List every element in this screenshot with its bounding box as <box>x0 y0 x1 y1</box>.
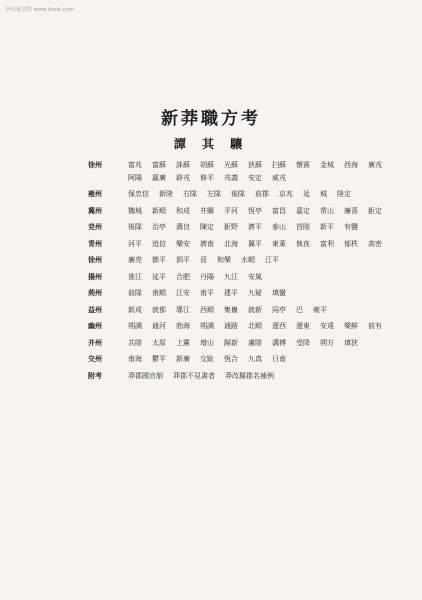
commandery-name: 魏城 <box>128 206 142 215</box>
province-entry <box>88 205 398 218</box>
commandery-list <box>128 159 398 184</box>
commandery-name: 勃海 <box>176 322 190 330</box>
commandery-name: 陸定 <box>337 190 351 198</box>
commandery-name: 巴 <box>296 305 303 314</box>
commandery-name: 和成 <box>176 206 190 215</box>
commandery-name: 保忠信 <box>128 190 149 198</box>
commandery-name: 通河 <box>152 322 166 330</box>
commandery-name: 鉅定 <box>368 206 382 215</box>
commandery-name: 朔調 <box>200 322 214 330</box>
commandery-name: 安遠 <box>320 322 334 330</box>
commandery-name: 濟平 <box>248 223 262 231</box>
province-label: 兗州 <box>88 222 102 231</box>
commandery-name: 北海 <box>224 239 238 248</box>
commandery-name: 樂鮮 <box>344 322 358 330</box>
commandery-name: 廣亮 <box>128 256 142 264</box>
province-entry <box>88 271 398 284</box>
commandery-name: 同亭 <box>272 305 286 314</box>
commandery-name: 增山 <box>200 338 214 347</box>
province-label: 冀州 <box>88 205 102 215</box>
commandery-name: 常山 <box>320 206 334 215</box>
commandery-name: 太原 <box>152 338 166 347</box>
commandery-name: 安定 <box>248 173 262 182</box>
commandery-name: 遼東 <box>296 322 310 330</box>
province-label: 交州 <box>88 354 102 363</box>
commandery-name: 共陰 <box>128 338 142 347</box>
commandery-list <box>128 188 398 201</box>
commandery-name: 填狄 <box>344 338 358 347</box>
commandery-list <box>128 221 398 234</box>
commandery-list <box>128 287 398 300</box>
commandery-name: 溝搏 <box>272 338 286 347</box>
commandery-name: 平河 <box>224 206 238 215</box>
commandery-name: 恆亭 <box>248 206 262 215</box>
commandery-name: 扫蘇 <box>272 161 286 169</box>
commandery-name: 新平 <box>320 223 334 231</box>
commandery-name: 廣戎 <box>368 161 382 169</box>
commandery-name: 朔調 <box>128 322 142 330</box>
commandery-name: 江安 <box>176 289 190 297</box>
commandery-name: 金城 <box>320 161 334 169</box>
commandery-name: 左隊 <box>207 190 221 198</box>
commandery-name: 修平 <box>200 173 214 182</box>
province-entry <box>88 287 398 300</box>
commandery-name: 右隊 <box>183 190 197 198</box>
province-entry <box>88 337 398 350</box>
province-label: 雍州 <box>88 189 102 198</box>
commandery-name: 濟南 <box>200 239 214 248</box>
province-entry <box>88 353 398 366</box>
commandery-name: 節平 <box>152 256 166 264</box>
commandery-name: 西順 <box>200 305 214 314</box>
province-entry <box>88 221 398 234</box>
province-label: 徐州 <box>88 255 102 264</box>
commandery-name: 執夜 <box>296 239 310 248</box>
commandery-name: 治亭 <box>152 223 166 231</box>
commandery-name: 壽良 <box>176 223 190 231</box>
commandery-name: 鬱平 <box>152 355 166 363</box>
commandery-name: 莽改縣郡名補例 <box>225 371 274 380</box>
commandery-name: 新順 <box>152 206 166 215</box>
commandery-name: 雍平 <box>313 305 327 314</box>
commandery-name: 追信 <box>152 239 166 248</box>
commandery-name: 莽郡不見書者 <box>173 371 215 380</box>
commandery-name: 受降 <box>296 338 310 347</box>
commandery-name: 丹陽 <box>200 272 214 281</box>
commandery-name: 遼西 <box>272 322 286 330</box>
commandery-name: 導江 <box>176 305 190 314</box>
commandery-name: 南順 <box>152 289 166 297</box>
commandery-name: 光蘇 <box>224 161 238 169</box>
commandery-list <box>128 238 398 251</box>
province-list <box>88 159 398 386</box>
commandery-name: 有鹽 <box>344 223 358 231</box>
commandery-name: 北順 <box>248 322 262 330</box>
commandery-name: 延 <box>303 190 310 198</box>
province-entry <box>88 254 398 267</box>
province-label: 附考 <box>88 370 102 380</box>
commandery-name: 安風 <box>248 272 262 281</box>
commandery-name: 懷賓 <box>296 161 310 169</box>
commandery-name: 新陸 <box>159 190 173 198</box>
commandery-name: 京兆 <box>279 190 293 198</box>
commandery-name: 富蘇 <box>152 161 166 169</box>
commandery-name: 填蠻 <box>272 289 286 297</box>
commandery-name: 就都 <box>152 305 166 314</box>
commandery-name: 通路 <box>224 322 238 330</box>
commandery-name: 和樂 <box>217 256 231 264</box>
commandery-name: 淮江 <box>128 272 142 281</box>
province-entry <box>88 370 398 383</box>
commandery-name: 後隊 <box>231 190 245 198</box>
province-label: 徐州 <box>88 160 102 169</box>
commandery-name: 樂安 <box>176 239 190 248</box>
author-name: 譚 其 驤 <box>173 137 249 151</box>
commandery-name: 集巂 <box>224 305 238 314</box>
commandery-name: 前郡 <box>255 190 269 198</box>
province-label: 幽州 <box>88 321 102 330</box>
commandery-list <box>128 353 398 366</box>
commandery-name: 恆合 <box>224 355 238 363</box>
commandery-name: 泗平 <box>176 256 190 264</box>
commandery-name: 東萊 <box>272 239 286 248</box>
province-entry <box>88 304 398 317</box>
commandery-name: 河平 <box>128 239 142 248</box>
province-label: 揚州 <box>88 271 102 281</box>
province-label: 益州 <box>88 304 102 314</box>
commandery-name: 誅蘇 <box>176 161 190 169</box>
commandery-name: 陳定 <box>200 223 214 231</box>
commandery-name: 晉 <box>200 256 207 264</box>
commandery-name: 南平 <box>200 289 214 297</box>
commandery-name: 狄蘇 <box>248 161 262 169</box>
commandery-name: 富兆 <box>128 161 142 169</box>
commandery-name: 新廣 <box>176 355 190 363</box>
commandery-name: 後隊 <box>128 223 142 231</box>
commandery-name: 莒陵 <box>296 223 310 231</box>
commandery-name: 朔方 <box>320 338 334 347</box>
commandery-list <box>128 370 398 383</box>
commandery-name: 上黨 <box>176 338 190 347</box>
commandery-name: 郁秩 <box>344 239 358 248</box>
commandery-name: 莽郡國官制 <box>128 371 163 380</box>
commandery-name: 日南 <box>272 355 286 363</box>
commandery-name: 威戎 <box>272 173 286 182</box>
commandery-name: 城 <box>320 190 327 198</box>
commandery-name: 九疑 <box>248 289 262 297</box>
commandery-name: 阿陽 <box>128 173 142 182</box>
commandery-list <box>128 254 398 267</box>
commandery-name: 嘉定 <box>296 206 310 215</box>
commandery-name: 合肥 <box>176 272 190 281</box>
province-entry <box>88 238 398 251</box>
province-entry <box>88 188 398 201</box>
commandery-list <box>128 304 398 317</box>
commandery-name: 井關 <box>200 206 214 215</box>
commandery-name: 新成 <box>128 305 142 314</box>
commandery-name: 泰山 <box>272 223 286 231</box>
commandery-list <box>128 337 398 350</box>
commandery-name: 前有 <box>368 322 382 330</box>
province-label: 荊州 <box>88 288 102 297</box>
commandery-name: 交趾 <box>200 355 214 363</box>
commandery-name: 嬴廣 <box>152 173 166 182</box>
commandery-name: 高密 <box>368 239 382 248</box>
commandery-name: 前隊 <box>128 289 142 297</box>
page-title: 新莽職方考 <box>161 109 261 129</box>
commandery-name: 南海 <box>128 355 142 363</box>
watermark: 阿尔般书馆 www.book.com <box>6 7 75 13</box>
commandery-name: 九江 <box>224 272 238 281</box>
province-label: 并州 <box>88 337 102 347</box>
commandery-name: 富昌 <box>272 206 286 215</box>
commandery-name: 鉅野 <box>224 223 238 231</box>
commandery-name: 胡蘇 <box>200 161 214 169</box>
commandery-name: 西海 <box>344 161 358 169</box>
province-entry <box>88 159 398 184</box>
commandery-name: 廉喜 <box>344 206 358 215</box>
commandery-name: 延平 <box>152 272 166 281</box>
commandery-list <box>128 320 398 333</box>
commandery-name: 翼平 <box>248 239 262 248</box>
commandery-name: 九真 <box>248 355 262 363</box>
commandery-name: 辟戎 <box>176 173 190 182</box>
commandery-name: 水順 <box>241 256 255 264</box>
commandery-name: 戎義 <box>224 173 238 182</box>
commandery-list <box>128 271 398 284</box>
commandery-name: 歸新 <box>224 338 238 347</box>
commandery-name: 就新 <box>248 305 262 314</box>
province-entry <box>88 320 398 333</box>
commandery-name: 富利 <box>320 239 334 248</box>
commandery-name: 虜陰 <box>248 338 262 347</box>
commandery-name: 江平 <box>265 256 279 264</box>
commandery-name: 建平 <box>224 289 238 297</box>
province-label: 青州 <box>88 238 102 248</box>
commandery-list <box>128 205 398 218</box>
